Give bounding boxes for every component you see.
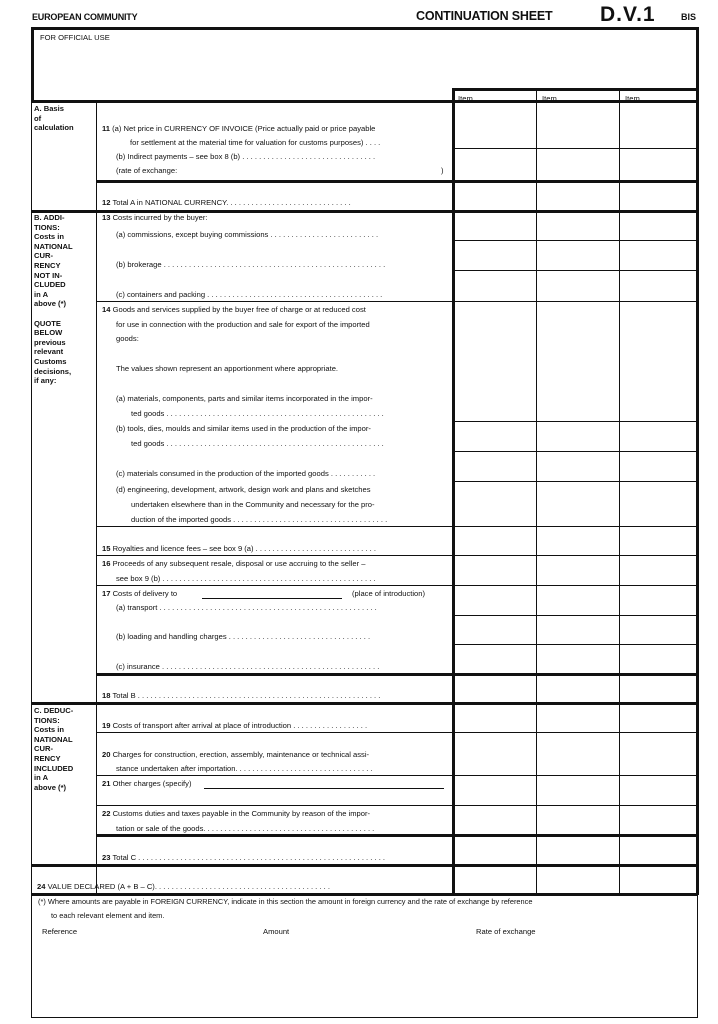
item-entry-cell[interactable] xyxy=(455,837,534,862)
line-number: 12 xyxy=(102,198,111,207)
line-number: 21 xyxy=(102,779,111,788)
item-entry-cell[interactable] xyxy=(622,454,694,479)
item-entry-cell[interactable] xyxy=(455,213,534,238)
item-entry-cell[interactable] xyxy=(539,837,617,862)
line-14d-cont: undertaken elsewhere than in the Community and necessary for the pro- xyxy=(131,500,375,509)
item-entry-cell[interactable] xyxy=(622,151,694,178)
item-column-header: Item xyxy=(458,94,473,103)
line-14d: (d) engineering, development, artwork, design work and plans and sketches xyxy=(116,485,371,494)
item-entry-cell[interactable] xyxy=(622,867,694,891)
line-text: Proceeds of any subsequent resale, disposal or use accruing to the seller – xyxy=(112,559,366,568)
line-14d-cont2: duction of the imported goods . . . . . . . . . . . . . . . . . . . . . . . . . . . . . . . . . . . . . xyxy=(131,515,388,524)
item-entry-cell[interactable] xyxy=(622,676,694,700)
item-entry-cell[interactable] xyxy=(539,273,617,299)
label-col-divider xyxy=(96,102,97,895)
item-entry-cell[interactable] xyxy=(455,484,534,524)
item-entry-cell[interactable] xyxy=(455,183,534,208)
line-21 xyxy=(102,779,192,789)
line-13a: (a) commissions, except buying commissions . . . . . . . . . . . . . . . . . . . . . . . . . . xyxy=(116,230,379,239)
row-line xyxy=(96,301,698,302)
item-column-header: Item xyxy=(625,94,640,103)
line-text: VALUE DECLARED (A + B – C). . . . . . . . . . . . . . . . . . . . . . . . . . . . . . . . . . . . . . . . . . xyxy=(47,882,330,891)
line-20 xyxy=(102,750,369,760)
row-line xyxy=(96,732,698,733)
line-number: 16 xyxy=(102,559,111,568)
rate-of-exchange-label: (rate of exchange: xyxy=(116,166,178,175)
item-entry-cell[interactable] xyxy=(455,778,534,803)
row-line xyxy=(452,615,698,616)
item-entry-cell[interactable] xyxy=(622,778,694,803)
other-charges-field[interactable] xyxy=(204,778,444,789)
item-entry-cell[interactable] xyxy=(622,647,694,671)
item-entry-cell[interactable] xyxy=(455,454,534,479)
line-17b: (b) loading and handling charges . . . . . . . . . . . . . . . . . . . . . . . . . . . . . . . . . . xyxy=(116,632,371,641)
line-13 xyxy=(102,213,208,223)
line-text: Total C . . . . . . . . . . . . . . . . . . . . . . . . . . . . . . . . . . . . . . . . . . . . . . . . . . . . . . . . . . . xyxy=(112,853,386,862)
line-11a xyxy=(102,124,375,134)
foreign-currency-entries-area[interactable] xyxy=(36,942,692,1012)
row-line xyxy=(452,270,698,271)
item-entry-cell[interactable] xyxy=(539,618,617,642)
item-entry-cell[interactable] xyxy=(539,529,617,553)
item-entry-cell[interactable] xyxy=(622,618,694,642)
row-line xyxy=(452,481,698,482)
item-entry-cell[interactable] xyxy=(455,151,534,178)
item-entry-cell[interactable] xyxy=(455,588,534,613)
line-number: 22 xyxy=(102,809,111,818)
item-entry-cell[interactable] xyxy=(539,304,617,419)
item-entry-cell[interactable] xyxy=(622,304,694,419)
apportionment-note: The values shown represent an apportionment where appropriate. xyxy=(116,364,339,373)
line-number: 20 xyxy=(102,750,111,759)
frame-right xyxy=(696,27,699,895)
line-22 xyxy=(102,809,370,819)
line-14c: (c) materials consumed in the production of the imported goods . . . . . . . . . . . xyxy=(116,469,376,478)
item-entry-cell[interactable] xyxy=(455,273,534,299)
form-suffix: BIS xyxy=(681,12,697,22)
item-entry-cell[interactable] xyxy=(455,808,534,832)
line-number: 15 xyxy=(102,544,111,553)
item-entry-cell[interactable] xyxy=(455,529,534,553)
line-13b: (b) brokerage . . . . . . . . . . . . . . . . . . . . . . . . . . . . . . . . . . . . . . . . . . . . . . . . . . . . . xyxy=(116,260,386,269)
line-number: 23 xyxy=(102,853,111,862)
item-entry-cell[interactable] xyxy=(539,151,617,178)
item-entry-cell[interactable] xyxy=(622,107,694,146)
item-entry-cell[interactable] xyxy=(539,778,617,803)
line-number: 19 xyxy=(102,721,111,730)
item-entry-cell[interactable] xyxy=(622,808,694,832)
item-entry-cell[interactable] xyxy=(455,705,534,730)
line-number: 14 xyxy=(102,305,111,314)
line-24-value-declared xyxy=(37,882,330,892)
form-title: CONTINUATION SHEET xyxy=(416,9,553,23)
item-entry-cell[interactable] xyxy=(539,243,617,268)
line-17c: (c) insurance . . . . . . . . . . . . . . . . . . . . . . . . . . . . . . . . . . . . . . . . . . . . . . . . . . . . xyxy=(116,662,380,671)
row-line xyxy=(96,585,698,586)
line-22-cont: tation or sale of the goods. . . . . . . . . . . . . . . . . . . . . . . . . . . . . . . . . . . . . . . . . xyxy=(116,824,375,833)
item-entry-cell[interactable] xyxy=(455,243,534,268)
line-14-cont2: goods: xyxy=(116,334,139,343)
line-11a-cont: for settlement at the material time for valuation for customs purposes) . . . . xyxy=(130,138,381,147)
line-16 xyxy=(102,559,365,569)
item-entry-cell[interactable] xyxy=(622,183,694,208)
row-line xyxy=(96,526,698,527)
row-line xyxy=(96,805,698,806)
line-number: 13 xyxy=(102,213,111,222)
item-entry-cell[interactable] xyxy=(455,107,534,146)
item-entry-cell[interactable] xyxy=(622,213,694,238)
row-line xyxy=(452,240,698,241)
item-column-header: Item xyxy=(542,94,557,103)
item-header-top xyxy=(452,88,698,91)
item-entry-cell[interactable] xyxy=(455,867,534,891)
frame-left xyxy=(31,100,32,1018)
line-17a: (a) transport . . . . . . . . . . . . . . . . . . . . . . . . . . . . . . . . . . . . . . . . . . . . . . . . . . . . xyxy=(116,603,377,612)
item-entry-cell[interactable] xyxy=(539,454,617,479)
line-number: 11 xyxy=(102,124,111,133)
line-13c: (c) containers and packing . . . . . . . . . . . . . . . . . . . . . . . . . . . . . . . . . . . . . . . . . . xyxy=(116,290,383,299)
line-number: 17 xyxy=(102,589,111,598)
row-line xyxy=(96,775,698,776)
item-entry-cell[interactable] xyxy=(622,424,694,449)
section-b-label: B. ADDI- TIONS: Costs in NATIONAL CUR- RENCY NOT IN- CLUDED in A above (*) QUOTE BELOW previous relevant Customs decisions, if any: xyxy=(34,213,73,386)
line-text: Total A in NATIONAL CURRENCY. . . . . . . . . . . . . . . . . . . . . . . . . . . . . . xyxy=(112,198,351,207)
row-line xyxy=(452,421,698,422)
place-of-introduction-label: (place of introduction) xyxy=(352,589,426,598)
footnote-line-2: to each relevant element and item. xyxy=(51,911,165,920)
frame-right-lower xyxy=(697,893,698,1018)
row-line xyxy=(452,451,698,452)
item-entry-cell[interactable] xyxy=(622,588,694,613)
item-entry-cell[interactable] xyxy=(539,558,617,583)
item-entry-cell[interactable] xyxy=(539,676,617,700)
item-entry-cell[interactable] xyxy=(622,735,694,773)
row-line xyxy=(452,148,698,149)
line-number: 24 xyxy=(37,882,46,891)
item-entry-cell[interactable] xyxy=(455,618,534,642)
line-14b: (b) tools, dies, moulds and similar items used in the production of the impor- xyxy=(116,424,371,433)
item-entry-cell[interactable] xyxy=(539,183,617,208)
frame-top xyxy=(31,27,698,30)
line-16-cont: see box 9 (b) . . . . . . . . . . . . . . . . . . . . . . . . . . . . . . . . . . . . . . . . . . . . . . . . . . . xyxy=(116,574,376,583)
line-17 xyxy=(102,589,177,599)
amount-column-label: Amount xyxy=(263,927,290,936)
section-c-label: C. DEDUC- TIONS: Costs in NATIONAL CUR- RENCY INCLUDED in A above (*) xyxy=(34,706,74,792)
line-15 xyxy=(102,544,376,554)
official-use-bottom xyxy=(31,100,698,103)
item-entry-cell[interactable] xyxy=(539,484,617,524)
place-of-introduction-field[interactable] xyxy=(202,588,342,599)
item-entry-cell[interactable] xyxy=(622,705,694,730)
line-text: Other charges (specify) xyxy=(112,779,192,788)
line-number: 18 xyxy=(102,691,111,700)
rate-of-exchange-column-label: Rate of exchange xyxy=(476,927,536,936)
item-entry-cell[interactable] xyxy=(455,558,534,583)
rate-of-exchange-close: ) xyxy=(441,166,444,175)
line-text: Customs duties and taxes payable in the Community by reason of the impor- xyxy=(112,809,371,818)
line-14 xyxy=(102,305,366,315)
reference-column-label: Reference xyxy=(42,927,78,936)
line-11b: (b) Indirect payments – see box 8 (b) . . . . . . . . . . . . . . . . . . . . . . . . . . . . . . . . xyxy=(116,152,376,161)
item-entry-cell[interactable] xyxy=(455,735,534,773)
item-entry-cell[interactable] xyxy=(539,647,617,671)
item-entry-cell[interactable] xyxy=(539,705,617,730)
item-entry-cell[interactable] xyxy=(622,837,694,862)
line-14-cont: for use in connection with the production and sale for export of the imported xyxy=(116,320,370,329)
line-text: Total B . . . . . . . . . . . . . . . . . . . . . . . . . . . . . . . . . . . . . . . . . . . . . . . . . . . . . . . . . . xyxy=(112,691,381,700)
line-14b-cont: ted goods . . . . . . . . . . . . . . . . . . . . . . . . . . . . . . . . . . . . . . . . . . . . . . . . . . . . xyxy=(131,439,384,448)
line-14a-cont: ted goods . . . . . . . . . . . . . . . . . . . . . . . . . . . . . . . . . . . . . . . . . . . . . . . . . . . . xyxy=(131,409,384,418)
line-text: Charges for construction, erection, assembly, maintenance or technical assi- xyxy=(112,750,370,759)
official-use-label: FOR OFFICIAL USE xyxy=(40,33,110,42)
footnote-line-1: (*) Where amounts are payable in FOREIGN CURRENCY, indicate in this section the amount in foreign currency and the rate of exchange by reference xyxy=(38,897,533,906)
line-text: Costs incurred by the buyer: xyxy=(112,213,208,222)
row-line xyxy=(452,644,698,645)
item-entry-cell[interactable] xyxy=(455,304,534,419)
item-entry-cell[interactable] xyxy=(455,424,534,449)
frame-bottom xyxy=(31,1017,698,1018)
item-entry-cell[interactable] xyxy=(539,107,617,146)
item-entry-cell[interactable] xyxy=(622,243,694,268)
item-entry-cell[interactable] xyxy=(622,558,694,583)
row-line-footnote-top xyxy=(31,893,698,896)
item-entry-cell[interactable] xyxy=(539,867,617,891)
line-18-total-b xyxy=(102,691,380,701)
line-text: (a) Net price in CURRENCY OF INVOICE (Price actually paid or price payable xyxy=(112,124,376,133)
item-entry-cell[interactable] xyxy=(622,273,694,299)
section-a-label: A. Basis of calculation xyxy=(34,104,74,133)
item-entry-cell[interactable] xyxy=(455,676,534,700)
line-text: Goods and services supplied by the buyer free of charge or at reduced cost xyxy=(112,305,366,314)
line-text: Royalties and licence fees – see box 9 (a) . . . . . . . . . . . . . . . . . . . . . . . . . . . . . xyxy=(112,544,376,553)
official-use-field[interactable] xyxy=(34,46,694,88)
item-entry-cell[interactable] xyxy=(539,735,617,773)
line-text: Costs of delivery to xyxy=(112,589,178,598)
item-entry-cell[interactable] xyxy=(539,213,617,238)
item-entry-cell[interactable] xyxy=(455,647,534,671)
line-text: Costs of transport after arrival at place of introduction . . . . . . . . . . . . . . . . . . xyxy=(112,721,368,730)
line-20-cont: stance undertaken after importation. . . . . . . . . . . . . . . . . . . . . . . . . . . . . . . . . xyxy=(116,764,373,773)
row-line xyxy=(96,555,698,556)
line-14a: (a) materials, components, parts and similar items incorporated in the impor- xyxy=(116,394,373,403)
issuer-label: EUROPEAN COMMUNITY xyxy=(32,12,138,22)
item-entry-cell[interactable] xyxy=(539,424,617,449)
line-12-total-a xyxy=(102,198,351,208)
line-19 xyxy=(102,721,367,731)
line-23-total-c xyxy=(102,853,385,863)
item-entry-cell[interactable] xyxy=(539,808,617,832)
item-entry-cell[interactable] xyxy=(539,588,617,613)
item-entry-cell[interactable] xyxy=(622,484,694,524)
form-code: D.V.1 xyxy=(600,3,656,26)
item-entry-cell[interactable] xyxy=(622,529,694,553)
